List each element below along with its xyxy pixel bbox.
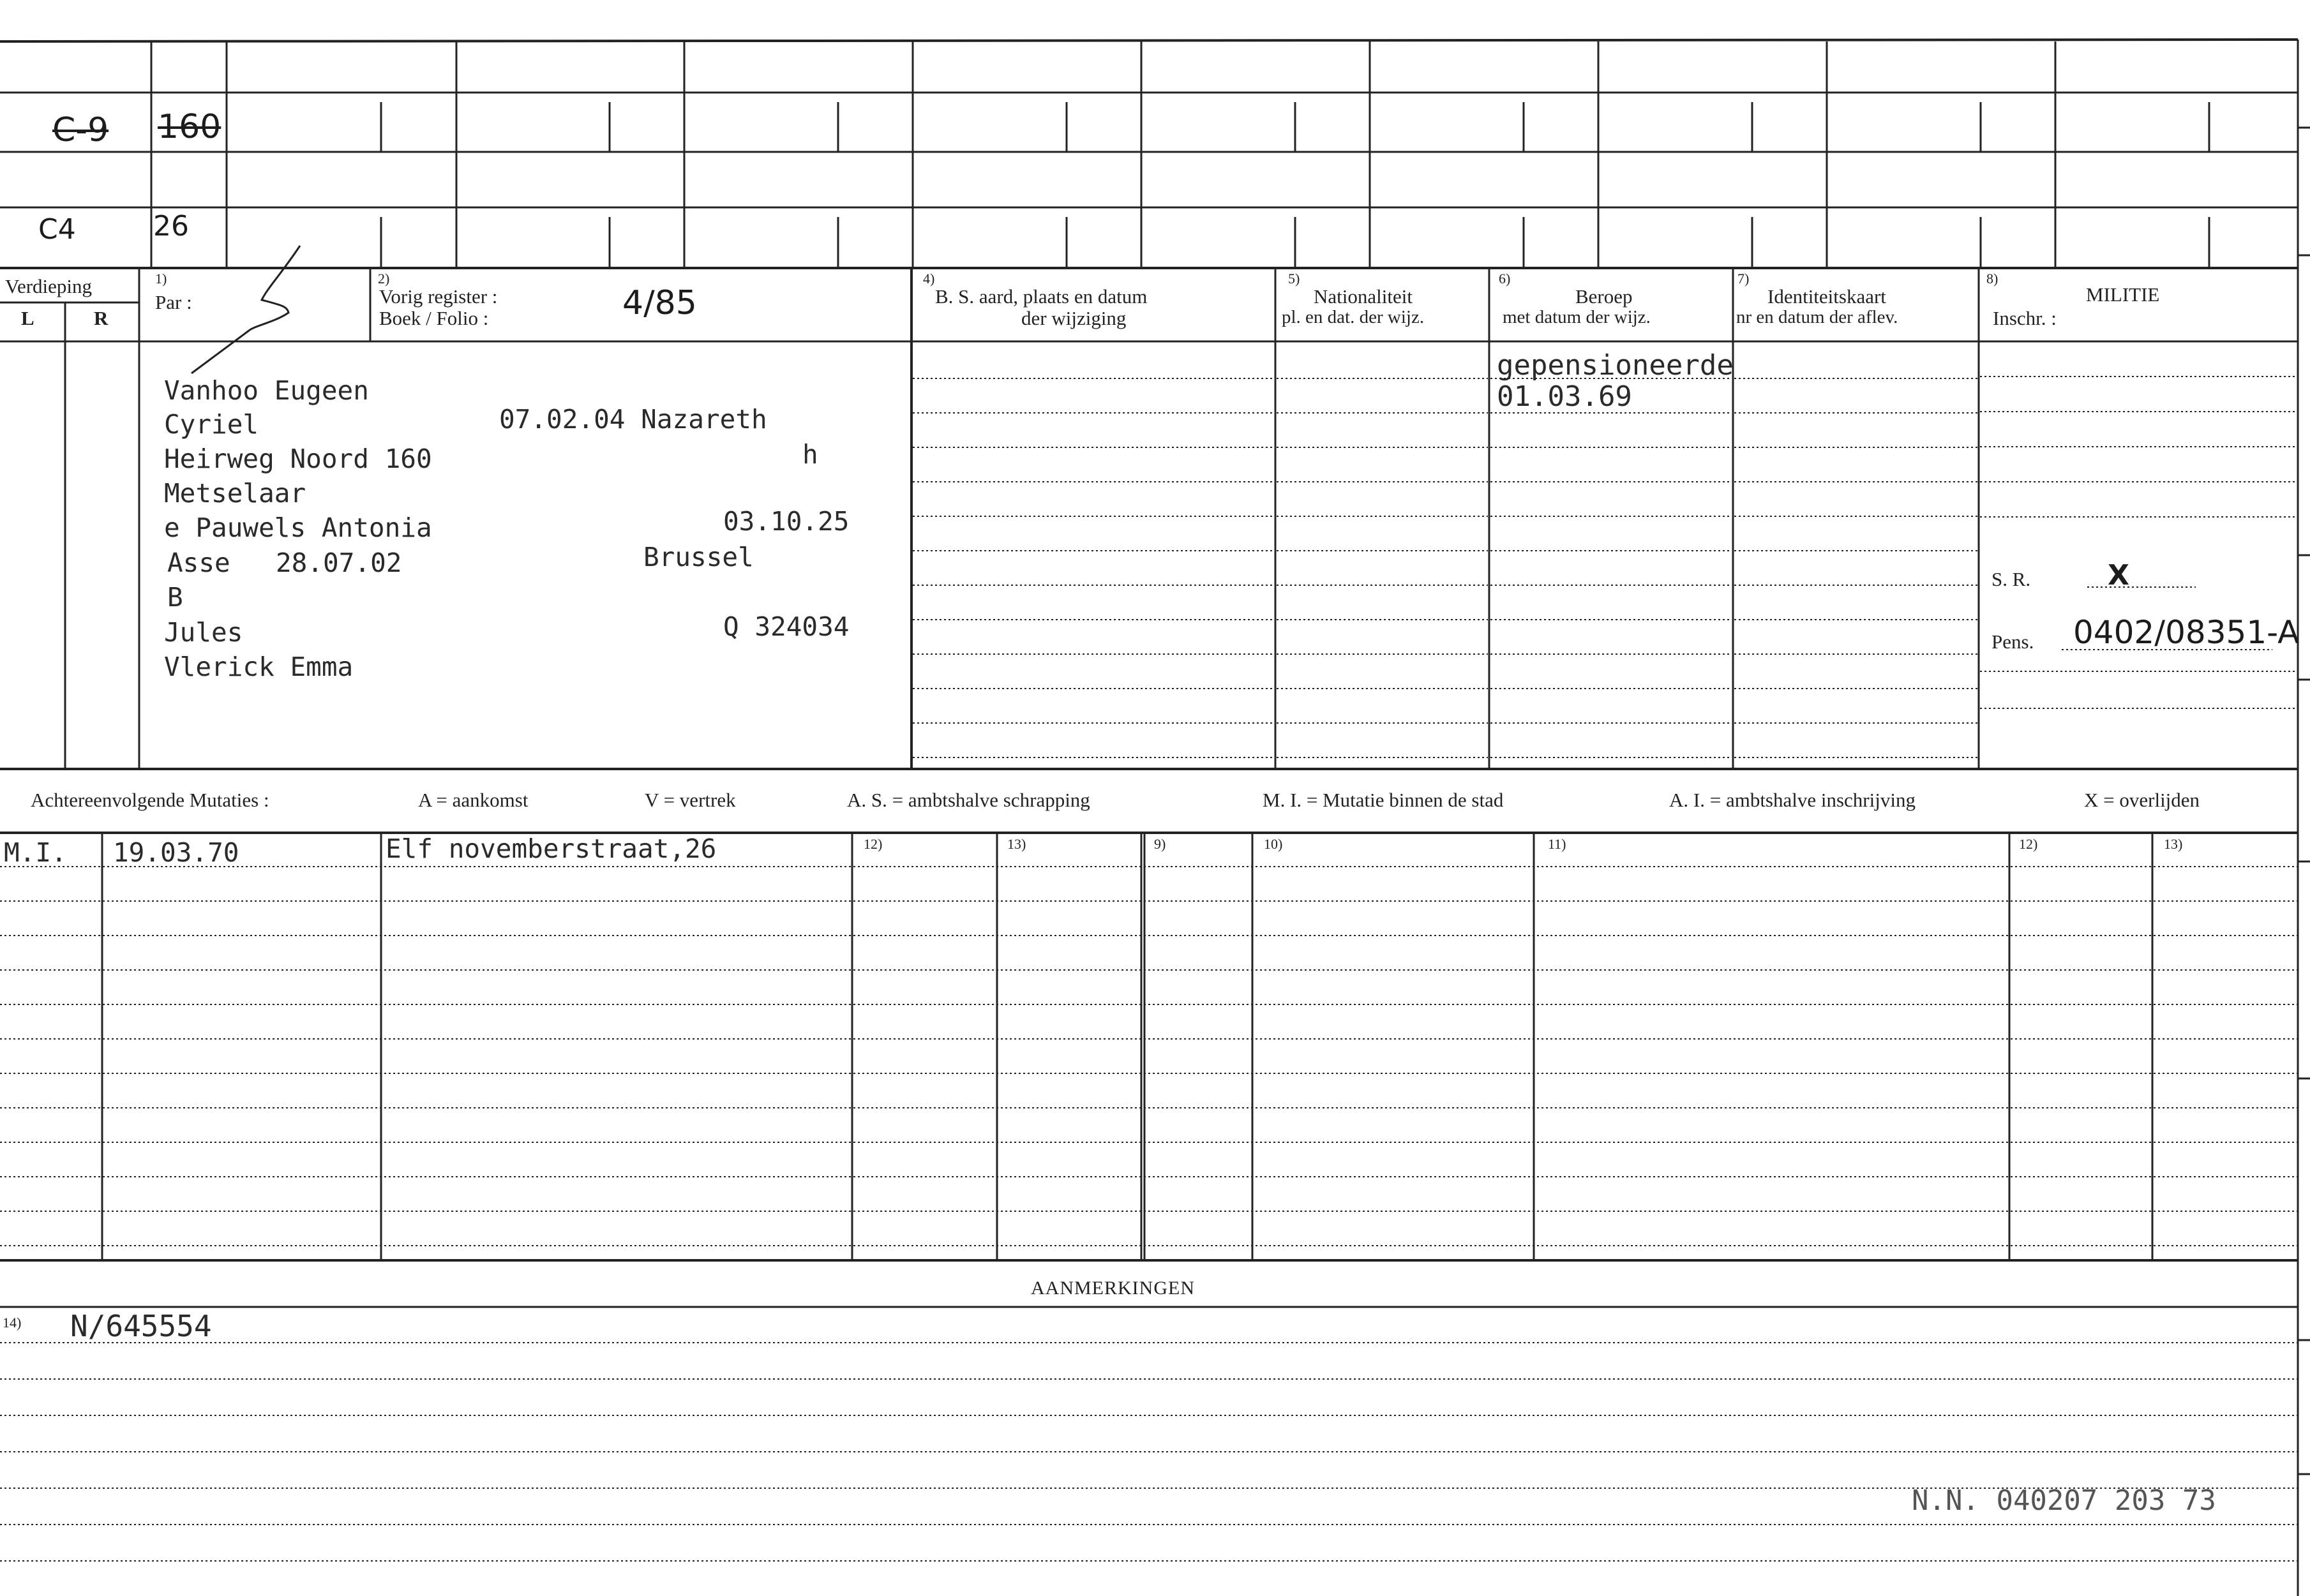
header-identiteitskaart: Identiteitskaart <box>1767 285 1886 308</box>
person-occupation: Metselaar <box>164 478 306 509</box>
mutation-note-13b: 13) <box>2164 836 2183 852</box>
person-address: Heirweg Noord 160 <box>164 444 432 474</box>
header-identiteitskaart-sub: nr en datum der aflev. <box>1736 307 1898 327</box>
header-militie: MILITIE <box>2086 283 2160 306</box>
legend-vertrek: V = vertrek <box>645 789 736 811</box>
vorig-register-value: 4/85 <box>622 284 697 322</box>
header-note-8: 8) <box>1986 271 1999 287</box>
header-beroep: Beroep <box>1575 285 1633 308</box>
mutation-row1-type: M.I. <box>4 837 67 868</box>
person-father: Jules <box>164 617 243 648</box>
mutation-note-11: 11) <box>1548 836 1566 852</box>
header-bs-line2: der wijziging <box>1021 307 1127 329</box>
person-mother: Vlerick Emma <box>164 652 354 682</box>
header-note-6: 6) <box>1499 271 1511 287</box>
header-vorig-register: Vorig register : <box>379 285 498 308</box>
person-name: Vanhoo Eugeen <box>164 375 369 406</box>
top-grid-code-struck: C-9 <box>52 111 109 149</box>
header-verdieping: Verdieping <box>5 275 93 297</box>
header-nationaliteit-sub: pl. en dat. der wijz. <box>1282 307 1425 327</box>
aanmerkingen-value: N/645554 <box>70 1309 212 1343</box>
top-grid-code: C4 <box>38 213 76 246</box>
header-note-7: 7) <box>1737 271 1750 287</box>
header-l: L <box>21 307 34 329</box>
legend-overlijden: X = overlijden <box>2084 789 2200 811</box>
person-spouse: e Pauwels Antonia <box>164 512 432 543</box>
aanmerkingen-note-14: 14) <box>3 1315 22 1331</box>
header-boek-folio: Boek / Folio : <box>379 307 489 329</box>
mutation-row1-address: Elf novemberstraat,26 <box>386 833 717 864</box>
person-b-mark: B <box>167 582 183 613</box>
legend-ambtshalve-inschrijving: A. I. = ambtshalve inschrijving <box>1669 789 1916 811</box>
person-spouse-date: 03.10.25 <box>723 506 850 537</box>
person-birth: 07.02.04 Nazareth <box>499 404 767 435</box>
header-note-2: 2) <box>378 271 390 287</box>
legend-mutatie-binnen-stad: M. I. = Mutatie binnen de stad <box>1263 789 1504 811</box>
header-r: R <box>94 307 109 329</box>
militie-pens-value: 0402/08351-A <box>2073 614 2300 651</box>
legend-title: Achtereenvolgende Mutaties : <box>31 789 269 811</box>
header-par: Par : <box>155 291 192 313</box>
person-place: Brussel <box>643 542 754 572</box>
mutation-note-10: 10) <box>1264 836 1283 852</box>
legend-aankomst: A = aankomst <box>418 789 529 811</box>
top-grid-number-struck: 160 <box>158 108 221 146</box>
mutation-row1-date: 19.03.70 <box>113 837 239 868</box>
top-grid-number: 26 <box>153 210 189 242</box>
person-h-mark: h <box>802 439 818 470</box>
handwritten-stroke <box>191 246 300 373</box>
header-nationaliteit: Nationaliteit <box>1314 285 1413 308</box>
militie-pens-label: Pens. <box>1991 630 2034 653</box>
beroep-value: gepensioneerde <box>1497 349 1734 382</box>
legend-ambtshalve-schrapping: A. S. = ambtshalve schrapping <box>847 789 1090 811</box>
mutation-note-12b: 12) <box>2019 836 2038 852</box>
header-note-1: 1) <box>155 271 167 287</box>
beroep-date: 01.03.69 <box>1497 380 1632 413</box>
person-spouse-birthplace: Asse <box>167 548 230 578</box>
mutation-note-9: 9) <box>1154 836 1166 852</box>
header-bs-line1: B. S. aard, plaats en datum <box>935 285 1148 308</box>
militie-sr-label: S. R. <box>1991 568 2031 590</box>
national-number: N.N. 040207 203 73 <box>1912 1484 2216 1517</box>
person-second-name: Cyriel <box>164 409 259 440</box>
header-note-4: 4) <box>923 271 935 287</box>
mutation-note-13a: 13) <box>1007 836 1026 852</box>
header-note-5: 5) <box>1288 271 1300 287</box>
militie-sr-value: X <box>2108 559 2129 592</box>
top-border <box>0 40 2298 41</box>
mutation-note-12a: 12) <box>864 836 883 852</box>
person-id-number: Q 324034 <box>723 611 850 642</box>
aanmerkingen-title: AANMERKINGEN <box>1031 1278 1195 1299</box>
person-spouse-birthdate: 28.07.02 <box>276 548 402 578</box>
header-beroep-sub: met datum der wijz. <box>1503 307 1651 327</box>
header-inschr: Inschr. : <box>1993 307 2057 329</box>
